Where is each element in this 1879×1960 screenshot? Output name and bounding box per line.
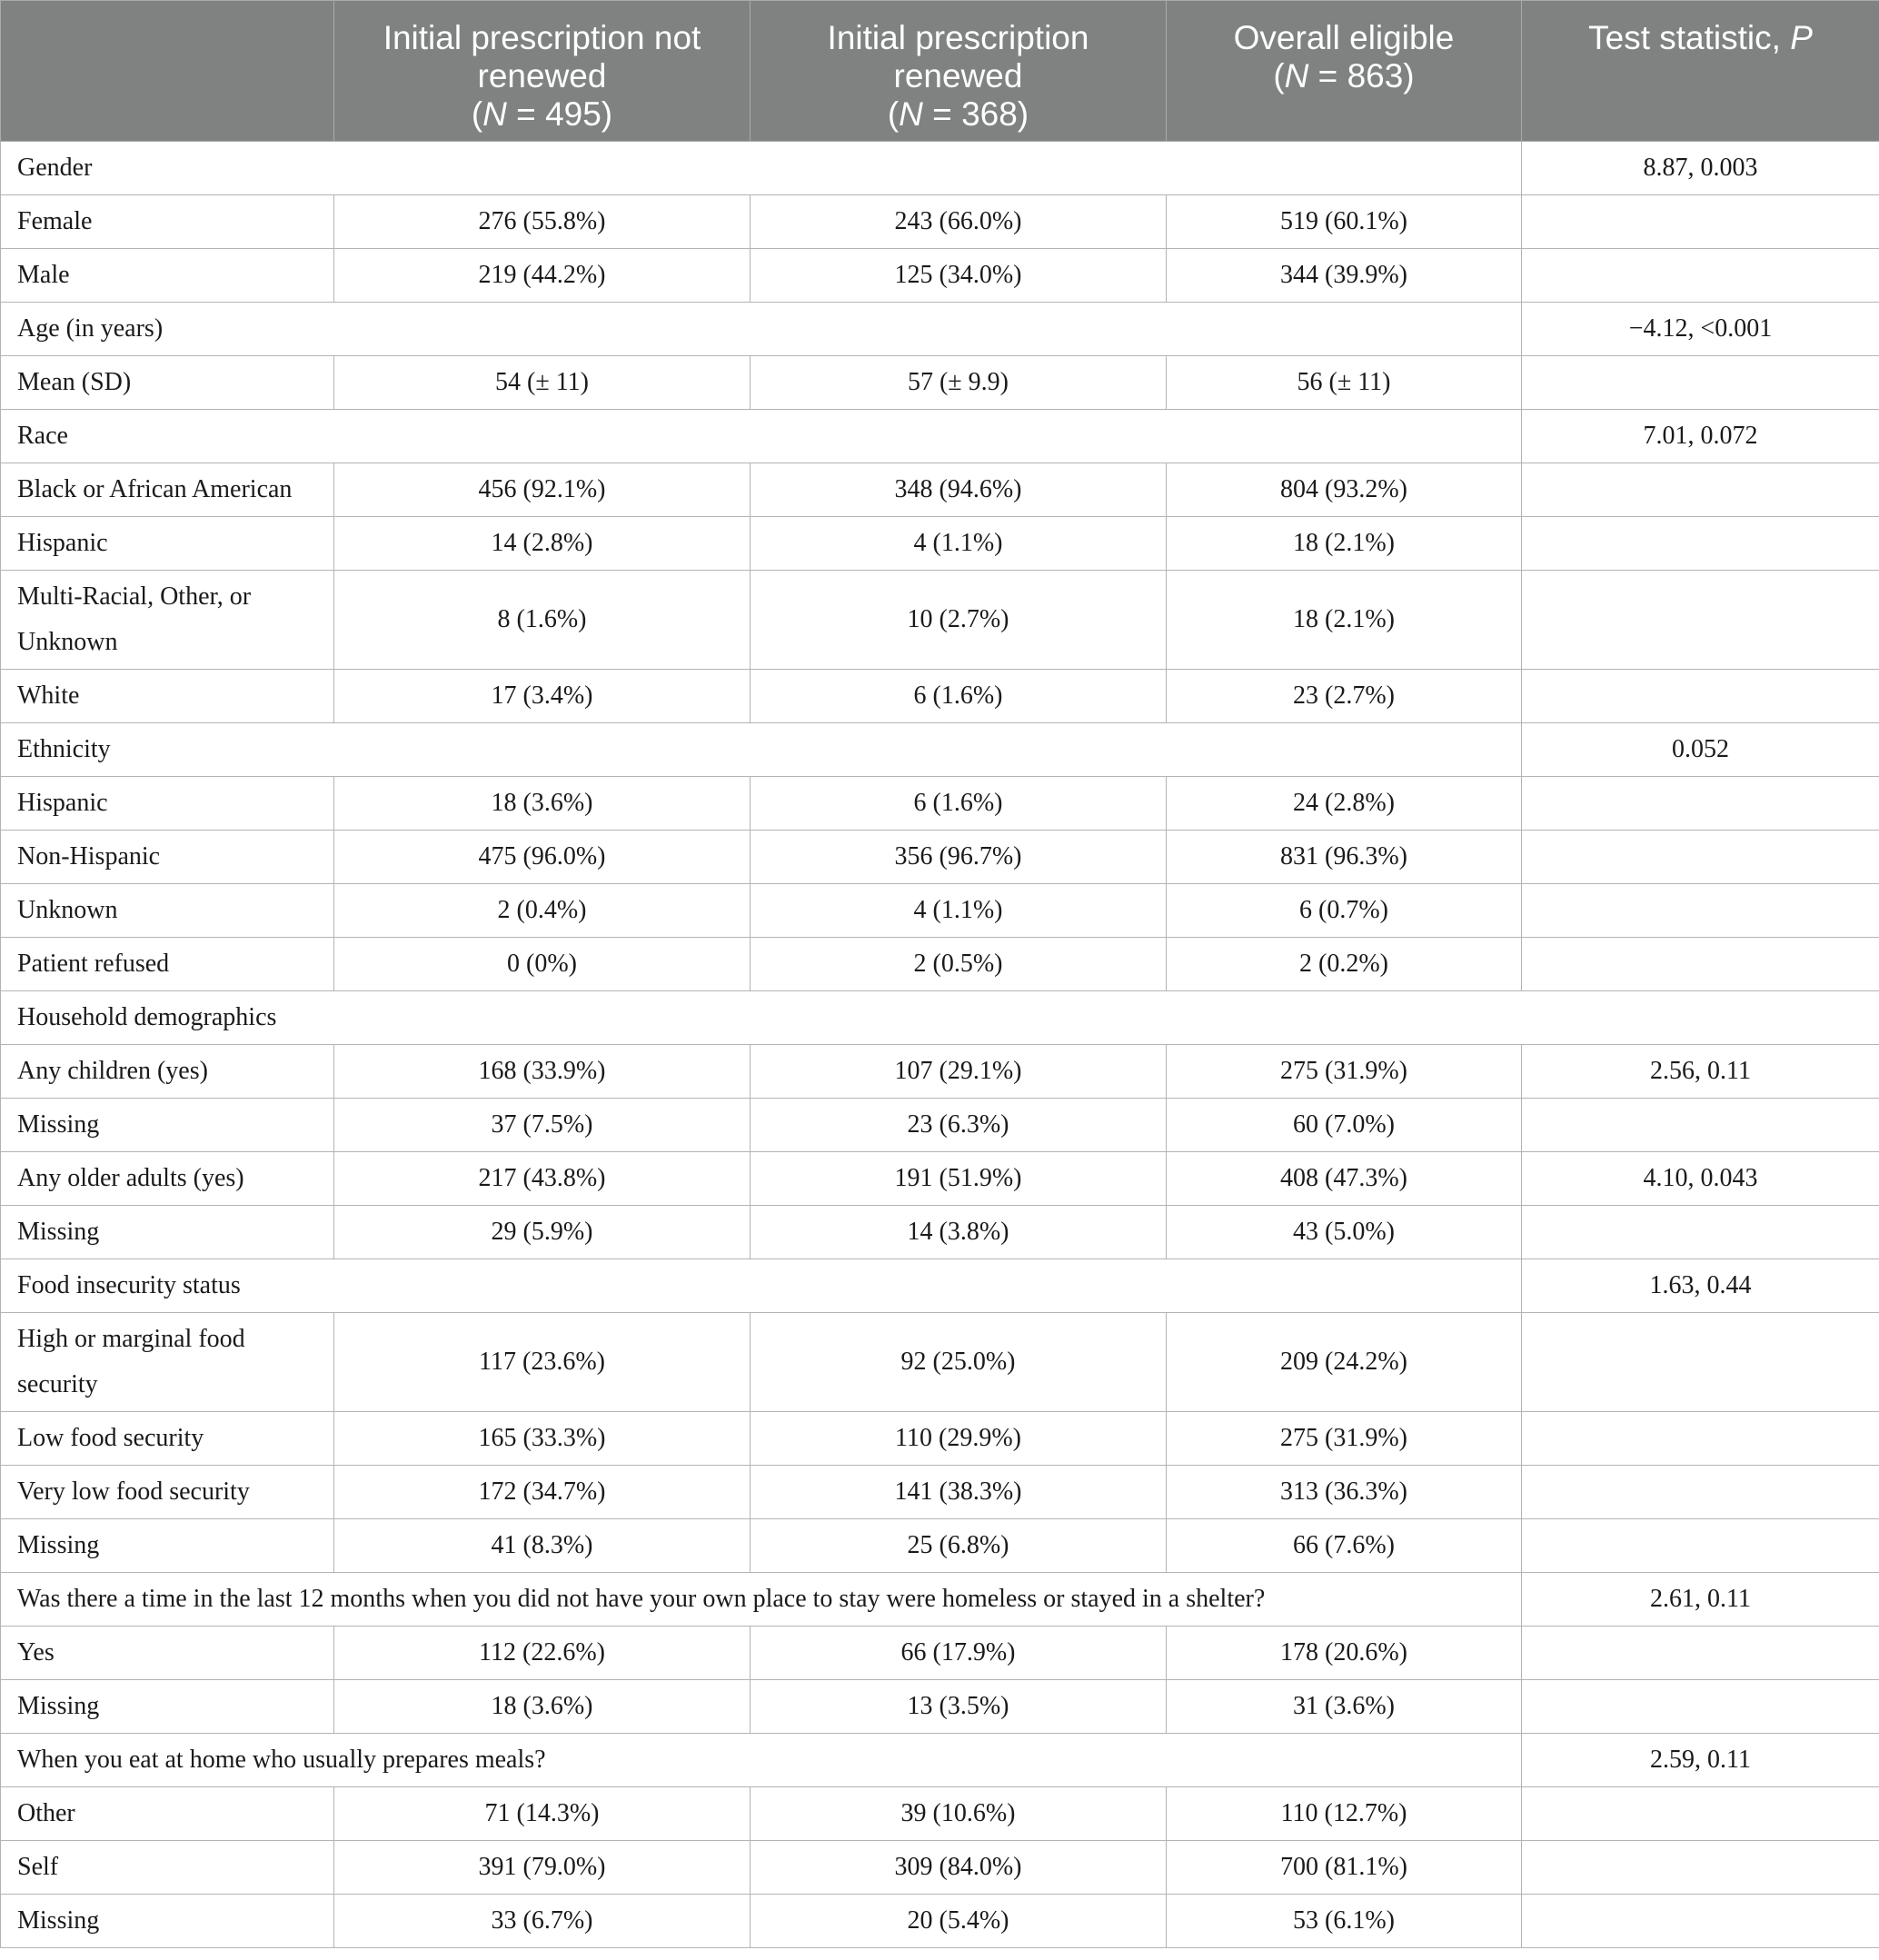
row-label: Non-Hispanic <box>1 831 334 884</box>
test-statistic-cell: 8.87, 0.003 <box>1522 142 1879 195</box>
overall-cell: 23 (2.7%) <box>1167 670 1522 723</box>
not-renewed-cell: 41 (8.3%) <box>334 1519 751 1573</box>
table-row <box>1 1412 1879 1466</box>
header-n-value: = 368) <box>922 95 1029 133</box>
row-label: Missing <box>1 1680 334 1734</box>
section-row <box>1 1734 1879 1787</box>
overall-cell: 2 (0.2%) <box>1167 938 1522 991</box>
test-statistic-cell <box>1522 356 1879 410</box>
row-label: Any older adults (yes) <box>1 1152 334 1206</box>
overall-cell: 344 (39.9%) <box>1167 249 1522 303</box>
table-row <box>1 1466 1879 1519</box>
row-label: Hispanic <box>1 517 334 571</box>
not-renewed-cell: 37 (7.5%) <box>334 1099 751 1152</box>
not-renewed-cell: 14 (2.8%) <box>334 517 751 571</box>
test-statistic-cell <box>1522 1313 1879 1412</box>
header-blank <box>1 1 334 142</box>
table-row <box>1 195 1879 249</box>
overall-cell: 31 (3.6%) <box>1167 1680 1522 1734</box>
table-body <box>1 142 1879 1948</box>
section-label: Age (in years) <box>1 303 1522 356</box>
row-label: Very low food security <box>1 1466 334 1519</box>
renewed-cell: 4 (1.1%) <box>751 884 1167 938</box>
section-row <box>1 1259 1879 1313</box>
test-statistic-cell: 4.10, 0.043 <box>1522 1152 1879 1206</box>
section-row <box>1 723 1879 777</box>
test-statistic-cell: −4.12, <0.001 <box>1522 303 1879 356</box>
overall-cell: 18 (2.1%) <box>1167 517 1522 571</box>
overall-cell: 804 (93.2%) <box>1167 463 1522 517</box>
row-label: Missing <box>1 1206 334 1259</box>
test-statistic-cell <box>1522 1787 1879 1841</box>
header-row <box>1 1 1879 142</box>
table-row <box>1 356 1879 410</box>
test-statistic-cell <box>1522 1895 1879 1948</box>
overall-cell: 700 (81.1%) <box>1167 1841 1522 1895</box>
table-row <box>1 1519 1879 1573</box>
section-label: Gender <box>1 142 1522 195</box>
section-row <box>1 991 1879 1045</box>
test-statistic-cell <box>1522 1099 1879 1152</box>
test-statistic-cell <box>1522 517 1879 571</box>
overall-cell: 178 (20.6%) <box>1167 1627 1522 1680</box>
test-statistic-cell <box>1522 1627 1879 1680</box>
renewed-cell: 356 (96.7%) <box>751 831 1167 884</box>
test-statistic-cell <box>1522 1680 1879 1734</box>
header-line: renewed <box>893 57 1023 95</box>
row-label: Self <box>1 1841 334 1895</box>
not-renewed-cell: 2 (0.4%) <box>334 884 751 938</box>
section-label: Was there a time in the last 12 months when you did not have your own place to stay were homeless or stayed in a shelter? <box>1 1573 1522 1627</box>
table-row <box>1 517 1879 571</box>
not-renewed-cell: 54 (± 11) <box>334 356 751 410</box>
not-renewed-cell: 18 (3.6%) <box>334 1680 751 1734</box>
table-row <box>1 1152 1879 1206</box>
test-statistic-cell <box>1522 884 1879 938</box>
section-row <box>1 1573 1879 1627</box>
overall-cell: 43 (5.0%) <box>1167 1206 1522 1259</box>
test-statistic-cell <box>1522 571 1879 670</box>
renewed-cell: 125 (34.0%) <box>751 249 1167 303</box>
renewed-cell: 2 (0.5%) <box>751 938 1167 991</box>
row-label: Black or African American <box>1 463 334 517</box>
renewed-cell: 10 (2.7%) <box>751 571 1167 670</box>
not-renewed-cell: 456 (92.1%) <box>334 463 751 517</box>
overall-cell: 6 (0.7%) <box>1167 884 1522 938</box>
not-renewed-cell: 18 (3.6%) <box>334 777 751 831</box>
test-statistic-cell: 0.052 <box>1522 723 1879 777</box>
test-statistic-cell <box>1522 938 1879 991</box>
not-renewed-cell: 219 (44.2%) <box>334 249 751 303</box>
table-row <box>1 463 1879 517</box>
header-n-label: N <box>482 95 507 133</box>
row-label: Patient refused <box>1 938 334 991</box>
row-label: Male <box>1 249 334 303</box>
renewed-cell: 110 (29.9%) <box>751 1412 1167 1466</box>
test-statistic-cell <box>1522 195 1879 249</box>
table-row <box>1 1099 1879 1152</box>
not-renewed-cell: 475 (96.0%) <box>334 831 751 884</box>
not-renewed-cell: 391 (79.0%) <box>334 1841 751 1895</box>
header-renewed: Initial prescription renewed (N = 368) <box>751 1 1167 142</box>
header-p-label: P <box>1790 19 1813 56</box>
test-statistic-cell: 2.56, 0.11 <box>1522 1045 1879 1099</box>
table-row <box>1 831 1879 884</box>
header-test-statistic <box>1522 1 1879 142</box>
header-line: Overall eligible <box>1233 19 1455 56</box>
section-label: When you eat at home who usually prepares meals? <box>1 1734 1522 1787</box>
overall-cell: 53 (6.1%) <box>1167 1895 1522 1948</box>
not-renewed-cell: 33 (6.7%) <box>334 1895 751 1948</box>
table-header <box>1 1 1879 142</box>
table-row <box>1 884 1879 938</box>
row-label: High or marginal food security <box>1 1313 334 1412</box>
table-row <box>1 1206 1879 1259</box>
row-label: Low food security <box>1 1412 334 1466</box>
test-statistic-cell: 2.61, 0.11 <box>1522 1573 1879 1627</box>
renewed-cell: 13 (3.5%) <box>751 1680 1167 1734</box>
not-renewed-cell: 17 (3.4%) <box>334 670 751 723</box>
row-label: Missing <box>1 1519 334 1573</box>
not-renewed-cell: 29 (5.9%) <box>334 1206 751 1259</box>
test-statistic-cell <box>1522 1466 1879 1519</box>
renewed-cell: 107 (29.1%) <box>751 1045 1167 1099</box>
test-statistic-cell <box>1522 670 1879 723</box>
not-renewed-cell: 276 (55.8%) <box>334 195 751 249</box>
overall-cell: 110 (12.7%) <box>1167 1787 1522 1841</box>
overall-cell: 831 (96.3%) <box>1167 831 1522 884</box>
row-label: White <box>1 670 334 723</box>
table-row <box>1 938 1879 991</box>
test-statistic-cell <box>1522 1519 1879 1573</box>
renewed-cell: 20 (5.4%) <box>751 1895 1167 1948</box>
overall-cell: 18 (2.1%) <box>1167 571 1522 670</box>
test-statistic-cell <box>1522 777 1879 831</box>
row-label: Missing <box>1 1895 334 1948</box>
overall-cell: 313 (36.3%) <box>1167 1466 1522 1519</box>
not-renewed-cell: 165 (33.3%) <box>334 1412 751 1466</box>
renewed-cell: 348 (94.6%) <box>751 463 1167 517</box>
row-label: Any children (yes) <box>1 1045 334 1099</box>
test-statistic-cell <box>1522 249 1879 303</box>
not-renewed-cell: 217 (43.8%) <box>334 1152 751 1206</box>
not-renewed-cell: 172 (34.7%) <box>334 1466 751 1519</box>
section-row <box>1 142 1879 195</box>
section-label: Race <box>1 410 1522 463</box>
section-row <box>1 303 1879 356</box>
table-row <box>1 1787 1879 1841</box>
table-row <box>1 670 1879 723</box>
section-label: Household demographics <box>1 991 1879 1045</box>
renewed-cell: 92 (25.0%) <box>751 1313 1167 1412</box>
test-statistic-cell <box>1522 1206 1879 1259</box>
table-row <box>1 1045 1879 1099</box>
header-line: Initial prescription <box>827 19 1089 56</box>
table-row <box>1 777 1879 831</box>
not-renewed-cell: 168 (33.9%) <box>334 1045 751 1099</box>
overall-cell: 66 (7.6%) <box>1167 1519 1522 1573</box>
row-label: Missing <box>1 1099 334 1152</box>
renewed-cell: 25 (6.8%) <box>751 1519 1167 1573</box>
row-label: Multi-Racial, Other, or Unknown <box>1 571 334 670</box>
table-row <box>1 1680 1879 1734</box>
test-statistic-cell: 7.01, 0.072 <box>1522 410 1879 463</box>
renewed-cell: 141 (38.3%) <box>751 1466 1167 1519</box>
overall-cell: 275 (31.9%) <box>1167 1045 1522 1099</box>
renewed-cell: 39 (10.6%) <box>751 1787 1167 1841</box>
test-statistic-cell <box>1522 463 1879 517</box>
header-n-value: = 863) <box>1308 57 1415 95</box>
overall-cell: 60 (7.0%) <box>1167 1099 1522 1152</box>
overall-cell: 209 (24.2%) <box>1167 1313 1522 1412</box>
row-label: Female <box>1 195 334 249</box>
row-label: Hispanic <box>1 777 334 831</box>
renewed-cell: 57 (± 9.9) <box>751 356 1167 410</box>
renewed-cell: 14 (3.8%) <box>751 1206 1167 1259</box>
test-statistic-cell <box>1522 1412 1879 1466</box>
header-line: Initial prescription not <box>383 19 701 56</box>
section-label: Ethnicity <box>1 723 1522 777</box>
table-row <box>1 1313 1879 1412</box>
table-row <box>1 571 1879 670</box>
table-row <box>1 1895 1879 1948</box>
renewed-cell: 309 (84.0%) <box>751 1841 1167 1895</box>
renewed-cell: 243 (66.0%) <box>751 195 1167 249</box>
header-n-label: N <box>899 95 923 133</box>
header-n-value: = 495) <box>506 95 613 133</box>
test-statistic-cell <box>1522 1841 1879 1895</box>
not-renewed-cell: 71 (14.3%) <box>334 1787 751 1841</box>
not-renewed-cell: 8 (1.6%) <box>334 571 751 670</box>
renewed-cell: 4 (1.1%) <box>751 517 1167 571</box>
section-row <box>1 410 1879 463</box>
header-line: Test statistic, <box>1588 19 1791 56</box>
overall-cell: 56 (± 11) <box>1167 356 1522 410</box>
not-renewed-cell: 0 (0%) <box>334 938 751 991</box>
overall-cell: 408 (47.3%) <box>1167 1152 1522 1206</box>
table-row <box>1 249 1879 303</box>
renewed-cell: 191 (51.9%) <box>751 1152 1167 1206</box>
header-not-renewed: Initial prescription not renewed (N = 495) <box>334 1 751 142</box>
row-label: Yes <box>1 1627 334 1680</box>
header-overall: Overall eligible (N = 863) <box>1167 1 1522 142</box>
not-renewed-cell: 117 (23.6%) <box>334 1313 751 1412</box>
overall-cell: 519 (60.1%) <box>1167 195 1522 249</box>
row-label: Mean (SD) <box>1 356 334 410</box>
row-label: Unknown <box>1 884 334 938</box>
renewed-cell: 23 (6.3%) <box>751 1099 1167 1152</box>
header-n-label: N <box>1284 57 1309 95</box>
overall-cell: 275 (31.9%) <box>1167 1412 1522 1466</box>
renewed-cell: 6 (1.6%) <box>751 777 1167 831</box>
header-line: renewed <box>477 57 607 95</box>
test-statistic-cell: 1.63, 0.44 <box>1522 1259 1879 1313</box>
renewed-cell: 6 (1.6%) <box>751 670 1167 723</box>
test-statistic-cell <box>1522 831 1879 884</box>
section-label: Food insecurity status <box>1 1259 1522 1313</box>
not-renewed-cell: 112 (22.6%) <box>334 1627 751 1680</box>
renewed-cell: 66 (17.9%) <box>751 1627 1167 1680</box>
row-label: Other <box>1 1787 334 1841</box>
test-statistic-cell: 2.59, 0.11 <box>1522 1734 1879 1787</box>
table-row <box>1 1627 1879 1680</box>
overall-cell: 24 (2.8%) <box>1167 777 1522 831</box>
table-row <box>1 1841 1879 1895</box>
